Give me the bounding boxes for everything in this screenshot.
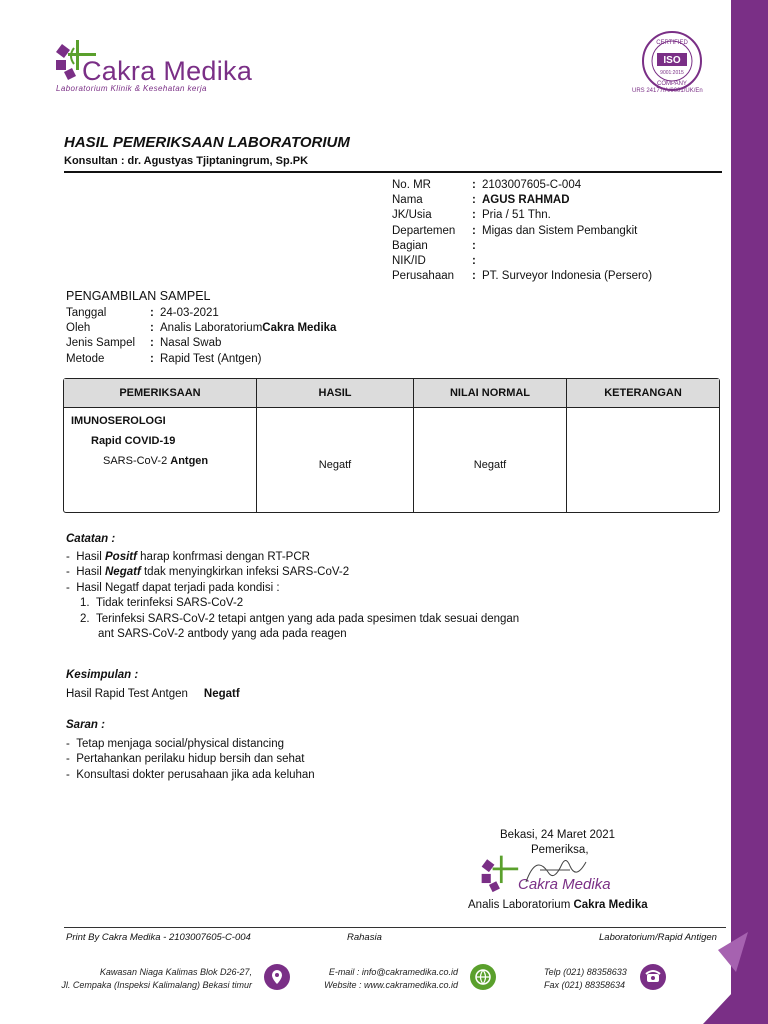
patient-row: Bagian : bbox=[392, 239, 476, 252]
print-by: Print By Cakra Medika - 2103007605-C-004 bbox=[66, 932, 251, 943]
patient-row: JK/Usia : Pria / 51 Thn. bbox=[392, 209, 551, 222]
normal-cell: Negatf bbox=[414, 408, 567, 512]
advice: Saran : - Tetap menjaga social/physical distancing - Pertahankan perilaku hidup bersih dan sehat - Konsultasi dokter perusahaan jika ada keluhan bbox=[66, 719, 315, 781]
patient-row: Nama : AGUS RAHMAD bbox=[392, 194, 570, 207]
patient-info bbox=[392, 178, 652, 284]
brand-name: Cakra Medika bbox=[82, 56, 253, 86]
iso-year: 9001:2015 bbox=[660, 70, 684, 76]
note-cell bbox=[567, 408, 719, 512]
contact-web: E-mail : info@cakramedika.co.id Website : www.cakramedika.co.id bbox=[324, 967, 458, 990]
address: Kawasan Niaga Kalimas Blok D26-27, Jl. Cempaka (Inspeksi Kalimalang) Bekasi timur bbox=[61, 967, 252, 990]
globe-icon bbox=[470, 964, 496, 990]
patient-row: Departemen : Migas dan Sistem Pembangkit bbox=[392, 224, 638, 237]
iso-top: CERTIFIED bbox=[656, 40, 688, 46]
iso-center: ISO bbox=[663, 55, 681, 66]
result-cell: Negatf bbox=[257, 408, 414, 512]
patient-row: NIK/ID : bbox=[392, 254, 476, 267]
phone-icon bbox=[640, 964, 666, 990]
contact-phone: Telp (021) 88358633 Fax (021) 88358634 bbox=[544, 967, 627, 990]
col-header: PEMERIKSAAN bbox=[64, 379, 257, 408]
exam-cell: IMUNOSEROLOGI Rapid COVID-19 SARS-CoV-2 Antgen bbox=[64, 408, 257, 512]
page-title: HASIL PEMERIKSAAN LABORATORIUM bbox=[64, 134, 350, 151]
patient-row: No. MR : 2103007605-C-004 bbox=[392, 179, 582, 191]
sign-name: Analis Laboratorium Cakra Medika bbox=[468, 899, 648, 911]
col-header: NILAI NORMAL bbox=[414, 379, 567, 408]
iso-badge-icon bbox=[641, 30, 703, 92]
patient-row: Perusahaan : PT. Surveyor Indonesia (Persero) bbox=[392, 270, 653, 283]
side-stripe bbox=[731, 0, 768, 1024]
notes-heading: Catatan : bbox=[66, 533, 116, 545]
corner-decoration bbox=[678, 932, 768, 1024]
advice-heading: Saran : bbox=[66, 719, 105, 731]
sample-heading: PENGAMBILAN SAMPEL bbox=[66, 289, 211, 303]
signature-scribble bbox=[520, 852, 590, 892]
consultant: Konsultan : dr. Agustyas Tjiptaningrum, Sp.PK bbox=[64, 155, 309, 167]
confidential-label: Rahasia bbox=[347, 932, 382, 943]
iso-caption: URS 24177/A/0001/UK/En bbox=[632, 88, 703, 94]
header-divider bbox=[64, 171, 722, 173]
brand-tagline: Laboratorium Klinik & Kesehatan kerja bbox=[56, 84, 207, 93]
sign-role: Pemeriksa, bbox=[531, 844, 589, 856]
stamp-logo-icon bbox=[474, 852, 524, 894]
notes: Catatan : - Hasil Positf harap konfrmasi dengan RT-PCR - Hasil Negatf tdak menyingkirkan infeksi SARS-CoV-2 - Hasil Negatf dapat terjadi pada kondisi : 1. Tidak terinfeksi SARS-CoV-2 2. Terinfeksi SARS-CoV-2 tetapi antgen yang ada pada spesimen tdak sesuai dengan ant SARS-CoV-2 antbody yang ada pada reagen bbox=[66, 533, 520, 640]
table-row bbox=[64, 408, 719, 512]
footer-divider bbox=[64, 927, 726, 928]
sign-date: Bekasi, 24 Maret 2021 bbox=[500, 829, 616, 841]
results-table bbox=[63, 378, 720, 513]
col-header: KETERANGAN bbox=[567, 379, 719, 408]
iso-bottom: COMPANY bbox=[657, 81, 687, 87]
stamp-brand: Cakra Medika bbox=[518, 876, 611, 893]
conclusion: Kesimpulan : Hasil Rapid Test Antgen Negatf bbox=[66, 669, 240, 700]
conclusion-heading: Kesimpulan : bbox=[66, 669, 139, 681]
col-header: HASIL bbox=[257, 379, 414, 408]
dept-label: Laboratorium/Rapid Antigen bbox=[599, 932, 717, 943]
sample-info: Tanggal : 24-03-2021 Oleh : Analis Laboratorium Cakra Medika Jenis Sampel : Nasal Swab Metode : Rapid Test (Antgen) bbox=[66, 307, 337, 365]
location-icon bbox=[264, 964, 290, 990]
